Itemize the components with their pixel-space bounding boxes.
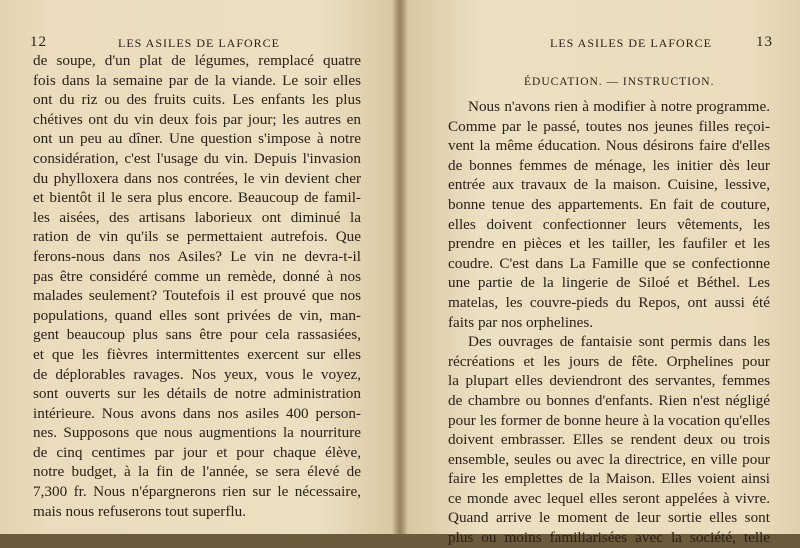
text-line: récréations et les jours de fête. Orphelines pour (448, 352, 770, 370)
text-line: gent beaucoup plus sans être pour cela rassasiées, (33, 326, 361, 344)
text-line: faits par nos orphelines. (448, 313, 594, 331)
text-line: de soupe, d'un plat de légumes, remplacé quatre (33, 52, 361, 69)
text-line: doivent embrasser. Elles se rendent deux ou trois (448, 431, 770, 449)
text-line: Quand arrive le moment de leur sortie elles sont (448, 509, 770, 527)
text-line: de cinq centimes par jour et pour chaque élève, (33, 443, 361, 461)
text-line: Nous n'avons rien à modifier à notre programme. (468, 98, 770, 115)
right-body-text (448, 97, 770, 548)
text-line: intérieure. Nous avons dans nos asiles 400 person- (33, 404, 361, 422)
text-line: entrée aux travaux de la maison. Cuisine, lessive, (448, 176, 770, 194)
text-line: ce monde avec lequel elles seront appelées à vivre. (448, 489, 770, 507)
text-line: faire les emplettes de la Maison. Elles voient ainsi (448, 470, 770, 488)
text-line: ensemble, seules ou avec la directrice, en ville pour (448, 450, 770, 468)
text-line: fois dans la semaine par de la viande. Le soir elles (33, 71, 361, 89)
text-line: mais nous refuserons tout superflu. (33, 502, 247, 520)
right-page (404, 0, 800, 547)
text-line: et que les fièvres intermittentes exercent sur elles (33, 345, 361, 363)
text-line: notre budget, à la fin de l'année, se sera élevé de (33, 463, 361, 481)
left-running-title: LES ASILES DE LAFORCE (118, 36, 281, 50)
text-line: bonne tenue des appartements. En fait de couture, (448, 195, 770, 213)
text-line: considération, c'est l'usage du vin. Depuis l'invasion (33, 149, 361, 167)
left-page-number: 12 (30, 34, 47, 50)
left-page (0, 0, 396, 534)
left-running-head (0, 34, 396, 52)
text-line: pas être considéré comme un remède, donné à nos (33, 267, 361, 285)
text-line: vent la même éducation. Nous désirons faire d'elles (448, 137, 770, 155)
text-line: du phylloxera dans nos contrées, le vin devient cher (33, 169, 361, 187)
text-line: nes. Supposons que nous augmentions la nourriture (33, 424, 361, 442)
text-line: plus ou moins familiarisées avec la société, telle (448, 529, 770, 547)
text-line: sont ouverts sur les détails de notre administration (33, 385, 361, 403)
text-line: la plupart elles deviendront des servantes, femmes (448, 372, 770, 390)
text-line: ferons-nous dans nos Asiles? Le vin ne devra-t-il (33, 247, 361, 265)
text-line: les aisées, des artisans laborieux ont diminué la (33, 208, 361, 226)
text-line: de bonnes femmes de ménage, les initier dès leur (448, 156, 770, 174)
text-line: malades seulement? Toutefois il est prouvé que nos (33, 287, 361, 305)
text-line: et bientôt il le sera plus encore. Beaucoup de famil- (33, 189, 361, 207)
left-body-text (33, 51, 361, 521)
text-line: de déplorables ravages. Nos yeux, vous le voyez, (33, 365, 361, 383)
text-line: elles doivent confectionner leurs vêtements, les (448, 215, 770, 233)
right-running-title: LES ASILES DE LAFORCE (550, 36, 713, 50)
text-line: Comme par le passé, toutes nos jeunes filles reçoi- (448, 117, 770, 135)
text-line: pour les former de bonne heure à la vocation qu'elles (448, 411, 770, 429)
text-line: ont du riz ou des fruits cuits. Les enfants les plus (33, 91, 361, 109)
text-line: de chambre ou bonnes d'enfants. Rien n'est négligé (448, 391, 770, 409)
right-running-head (404, 34, 800, 52)
text-line: coudre. C'est dans La Famille que se confectionne (448, 254, 770, 272)
text-line: Des ouvrages de fantaisie sont permis dans les (468, 333, 770, 351)
text-line: une partie de la lingerie de Siloé et Béthel. Les (448, 274, 770, 292)
text-line: prendre en pièces et les tailler, les faufiler et les (448, 235, 770, 253)
text-line: matelas, les couvre-pieds du Repos, ont aussi été (448, 293, 770, 311)
text-line: ont un peu au dîner. Une question s'impose à notre (33, 130, 361, 148)
right-page-number: 13 (756, 34, 773, 50)
text-line: chétives ont du vin deux fois par jour; les autres en (33, 110, 361, 128)
text-line: populations, quand elles sont privées de vin, man- (33, 306, 361, 324)
text-line: 7,300 fr. Nous n'épargnerons rien sur le nécessaire, (33, 483, 361, 501)
text-line: ration de vin qu'ils se permettaient autrefois. Que (33, 228, 361, 246)
section-heading: ÉDUCATION. — INSTRUCTION. (524, 76, 715, 88)
